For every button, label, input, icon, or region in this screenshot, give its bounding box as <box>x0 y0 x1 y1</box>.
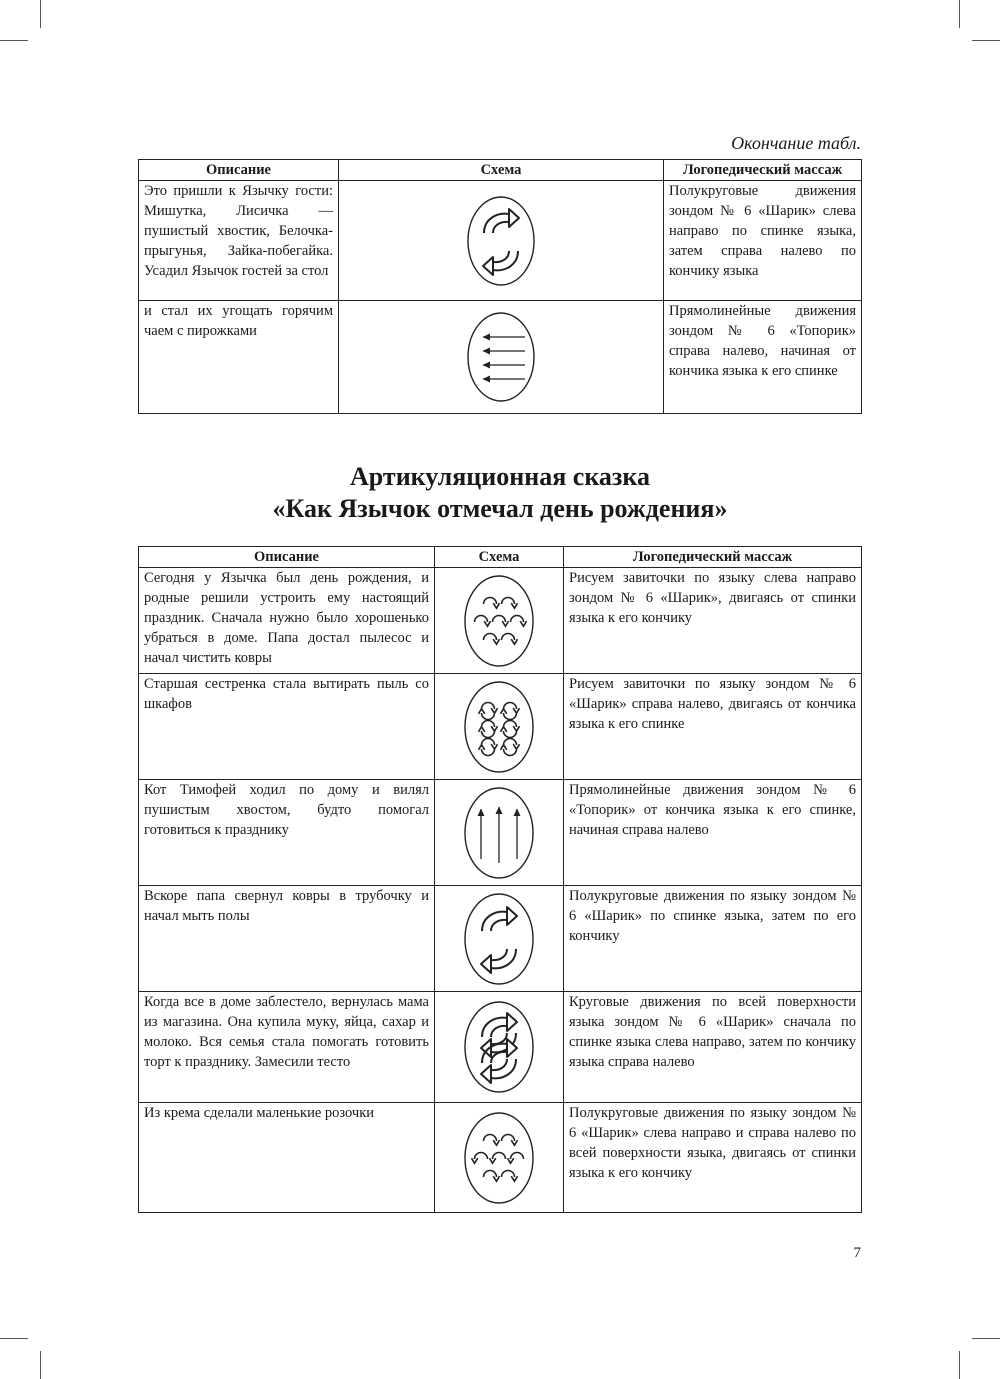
table-row <box>139 992 862 1103</box>
table-row <box>139 301 862 414</box>
massage-cell: Полукруговые движения по языку зондом № 6 «Шарик» по спинке языка, затем по его кончику <box>564 886 862 992</box>
table-row <box>139 886 862 992</box>
crop-mark <box>972 40 1000 41</box>
description-cell: Старшая сестренка стала вытирать пыль со шкафов <box>139 674 435 780</box>
scheme-cell <box>339 181 664 301</box>
description-cell: Когда все в доме заблестело, вернулась мама из магазина. Она купила муку, яйца, сахар и молоко. Вся семья стала помогать готовить торт к празднику. Замесили тесто <box>139 992 435 1103</box>
column-header-description: Описание <box>139 160 339 181</box>
two-semicircular-arrows-icon <box>461 193 541 289</box>
massage-cell: Рисуем завиточки по языку зондом № 6 «Шарик» справа налево, двигаясь от кончика языка к его спинке <box>564 674 862 780</box>
table-header-row <box>139 547 862 568</box>
crop-mark <box>972 1338 1000 1339</box>
three-up-arrows-icon <box>459 784 539 882</box>
two-semicircular-arrows-icon <box>459 890 539 988</box>
crop-mark <box>0 1338 28 1339</box>
table-header-row <box>139 160 862 181</box>
massage-cell: Полукруговые движения зондом № 6 «Шарик» слева направо по спинке языка, затем справа налево по кончику языка <box>664 181 862 301</box>
table-main <box>138 546 862 1213</box>
table-row <box>139 181 862 301</box>
small-curls-both-directions-icon <box>459 1109 539 1207</box>
column-header-scheme: Схема <box>435 547 564 568</box>
small-curls-left-to-right-icon <box>459 572 539 670</box>
table-row <box>139 780 862 886</box>
massage-cell: Прямолинейные движения зондом № 6 «Топорик» справа налево, начиная от кончика языка к его спинке <box>664 301 862 414</box>
description-cell: Из крема сделали маленькие розочки <box>139 1103 435 1213</box>
column-header-description: Описание <box>139 547 435 568</box>
table-row <box>139 674 862 780</box>
column-header-massage: Логопедический массаж <box>664 160 862 181</box>
massage-cell: Рисуем завиточки по языку слева направо зондом № 6 «Шарик», двигаясь от спинки языка к его кончику <box>564 568 862 674</box>
crop-mark <box>959 1351 960 1379</box>
page-number: 7 <box>853 1245 861 1261</box>
massage-cell: Круговые движения по всей поверхности языка зондом № 6 «Шарик» сначала по спинке языка слева направо, затем по кончику языка справа налево <box>564 992 862 1103</box>
two-circular-arrows-icon <box>459 998 539 1096</box>
table-row <box>139 1103 862 1213</box>
crop-mark <box>40 1351 41 1379</box>
scheme-cell <box>435 992 564 1103</box>
description-cell: Вскоре папа свернул ковры в трубочку и начал мыть полы <box>139 886 435 992</box>
continuation-caption: Окончание табл. <box>731 133 861 153</box>
scheme-cell <box>435 886 564 992</box>
table-row <box>139 568 862 674</box>
description-cell: и стал их угощать горячим чаем с пирожками <box>139 301 339 414</box>
massage-cell: Полукруговые движения по языку зондом № 6 «Шарик» слева направо и справа налево по всей поверхности языка, двигаясь от спинки языка к его кончику <box>564 1103 862 1213</box>
story-title-line-1: Артикуляционная сказка <box>350 462 650 491</box>
massage-cell: Прямолинейные движения зондом № 6 «Топорик» от кончика языка к его спинке, начиная справа налево <box>564 780 862 886</box>
crop-mark <box>40 0 41 28</box>
crop-mark <box>959 0 960 28</box>
scheme-cell <box>435 674 564 780</box>
story-title-line-2: «Как Язычок отмечал день рождения» <box>272 494 728 523</box>
column-header-massage: Логопедический массаж <box>564 547 862 568</box>
four-left-arrows-icon <box>461 309 541 405</box>
description-cell: Кот Тимофей ходил по дому и вилял пушистым хвостом, будто помогал готовиться к празднику <box>139 780 435 886</box>
scheme-cell <box>435 568 564 674</box>
curl-pairs-right-to-left-icon <box>459 678 539 776</box>
scheme-cell <box>339 301 664 414</box>
scheme-cell <box>435 780 564 886</box>
description-cell: Это пришли к Язычку гости: Мишутка, Лисичка — пушистый хвостик, Белочка-прыгунья, Зайка-побегайка. Усадил Язычок гостей за стол <box>139 181 339 301</box>
description-cell: Сегодня у Язычка был день рождения, и родные решили устроить ему настоящий праздник. Сначала нужно было хорошенько убраться в доме. Папа достал пылесос и начал чистить ковры <box>139 568 435 674</box>
column-header-scheme: Схема <box>339 160 664 181</box>
table-continued <box>138 159 862 414</box>
scheme-cell <box>435 1103 564 1213</box>
story-title <box>100 461 900 525</box>
crop-mark <box>0 40 28 41</box>
